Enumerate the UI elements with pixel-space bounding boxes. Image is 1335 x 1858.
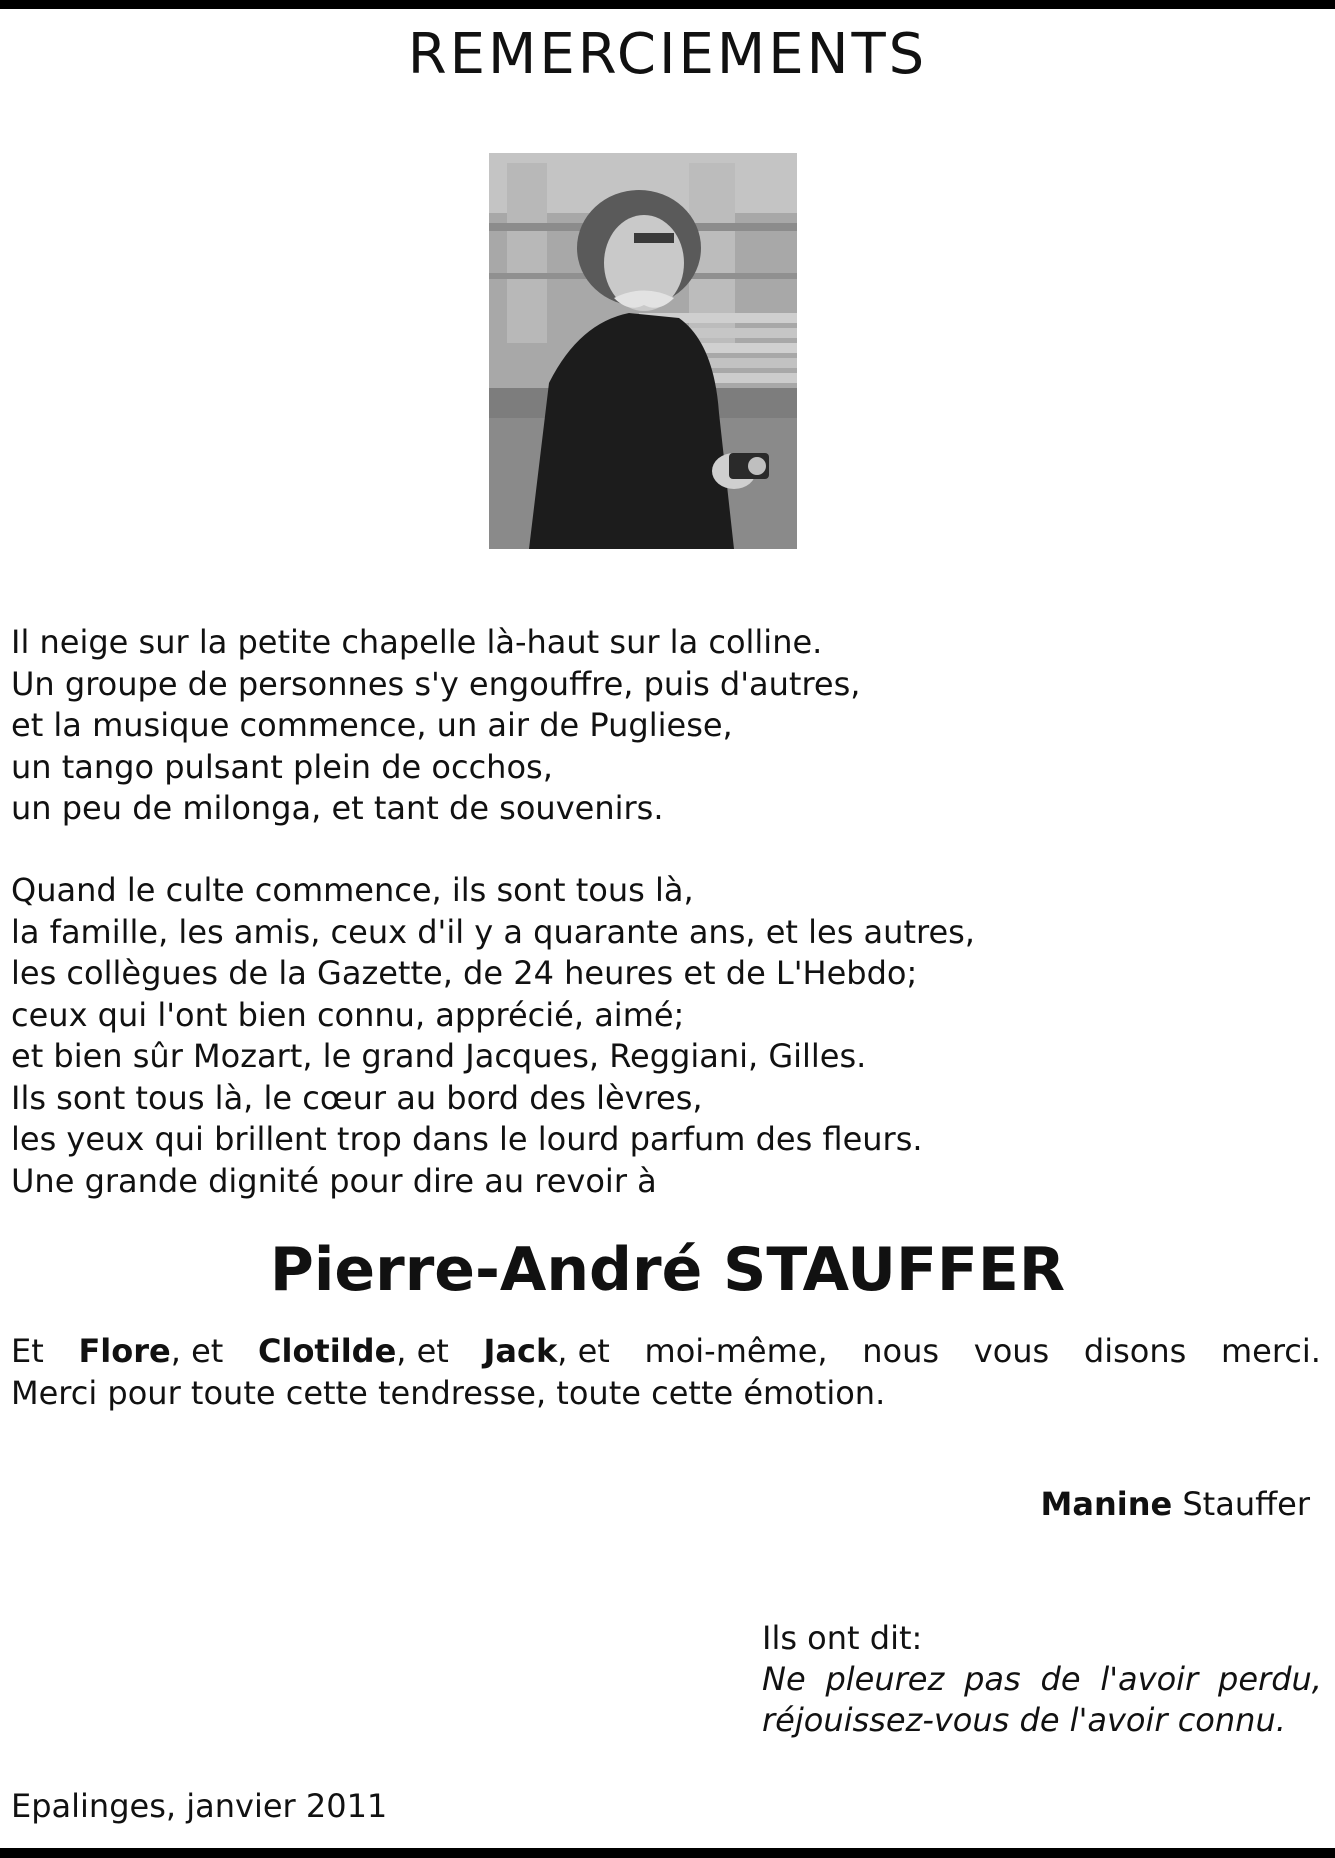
quote-block [762,1618,1322,1741]
bottom-rule [0,1848,1335,1858]
signature-first-name: Manine [1040,1485,1173,1523]
page-title: REMERCIEMENTS [407,22,928,87]
poem-line: un peu de milonga, et tant de souvenirs. [11,789,664,827]
poem-line: Ils sont tous là, le cœur au bord des lèvres, [11,1078,703,1117]
poem-line: Une grande dignité pour dire au revoir à [11,1161,657,1200]
thanks-word: disons [1083,1332,1187,1370]
family-name-clotilde: Clotilde [257,1332,397,1370]
deceased-name: Pierre-André STAUFFER [269,1235,1066,1305]
thanks-word: , et [557,1332,610,1370]
thanks-line-2: Merci pour toute cette tendresse, toute cette émotion. [11,1374,886,1412]
quote-word: l'avoir [1100,1660,1199,1698]
poem-stanza-2 [11,870,975,1202]
thanks-word: vous [973,1332,1050,1370]
poem-line: ceux qui l'ont bien connu, apprécié, aimé; [11,995,685,1034]
family-name-jack: Jack [483,1332,558,1370]
thanks-word: nous [862,1332,940,1370]
quote-line-2: réjouissez-vous de l'avoir connu. [762,1701,1286,1739]
quote-word: Ne [762,1660,806,1698]
thanks-word: , et [170,1332,224,1370]
thanks-paragraph [11,1330,1321,1414]
poem-line: Un groupe de personnes s'y engouffre, puis d'autres, [11,664,861,703]
thanks-word: Et [11,1332,44,1370]
quote-word: de [1040,1660,1081,1698]
quote-word: perdu, [1218,1660,1322,1698]
quote-word: pas [964,1660,1021,1698]
poem-line: un tango pulsant plein de occhos, [11,747,553,786]
poem-line: la famille, les amis, ceux d'il y a quarante ans, et les autres, [11,912,975,951]
poem-stanza-1 [11,622,860,830]
thanks-line-1 [11,1330,1321,1372]
family-name-flore: Flore [78,1332,171,1370]
poem-line: Il neige sur la petite chapelle là-haut sur la colline. [11,623,823,661]
place-date: Epalinges, janvier 2011 [11,1787,388,1825]
quote-line-1 [762,1659,1322,1700]
thanks-names-group [258,1330,449,1372]
poem-line: Quand le culte commence, ils sont tous là, [11,871,694,909]
quote-word: pleurez [825,1660,945,1698]
thanks-names-group [78,1330,223,1372]
top-rule [0,0,1335,9]
portrait-photo [489,153,797,549]
signature [1041,1485,1310,1523]
poem-line: les yeux qui brillent trop dans le lourd parfum des fleurs. [11,1120,923,1158]
poem-line: les collègues de la Gazette, de 24 heures et de L'Hebdo; [11,954,918,992]
quote-intro: Ils ont dit: [762,1619,923,1657]
thanks-names-group [484,1330,610,1372]
thanks-word: moi-même, [644,1332,828,1370]
thanks-word: merci. [1220,1332,1321,1370]
poem-line: et la musique commence, un air de Pugliese, [11,706,733,744]
poem-line: et bien sûr Mozart, le grand Jacques, Reggiani, Gilles. [11,1037,867,1075]
thanks-word: , et [396,1332,449,1370]
signature-last-name: Stauffer [1172,1485,1310,1523]
